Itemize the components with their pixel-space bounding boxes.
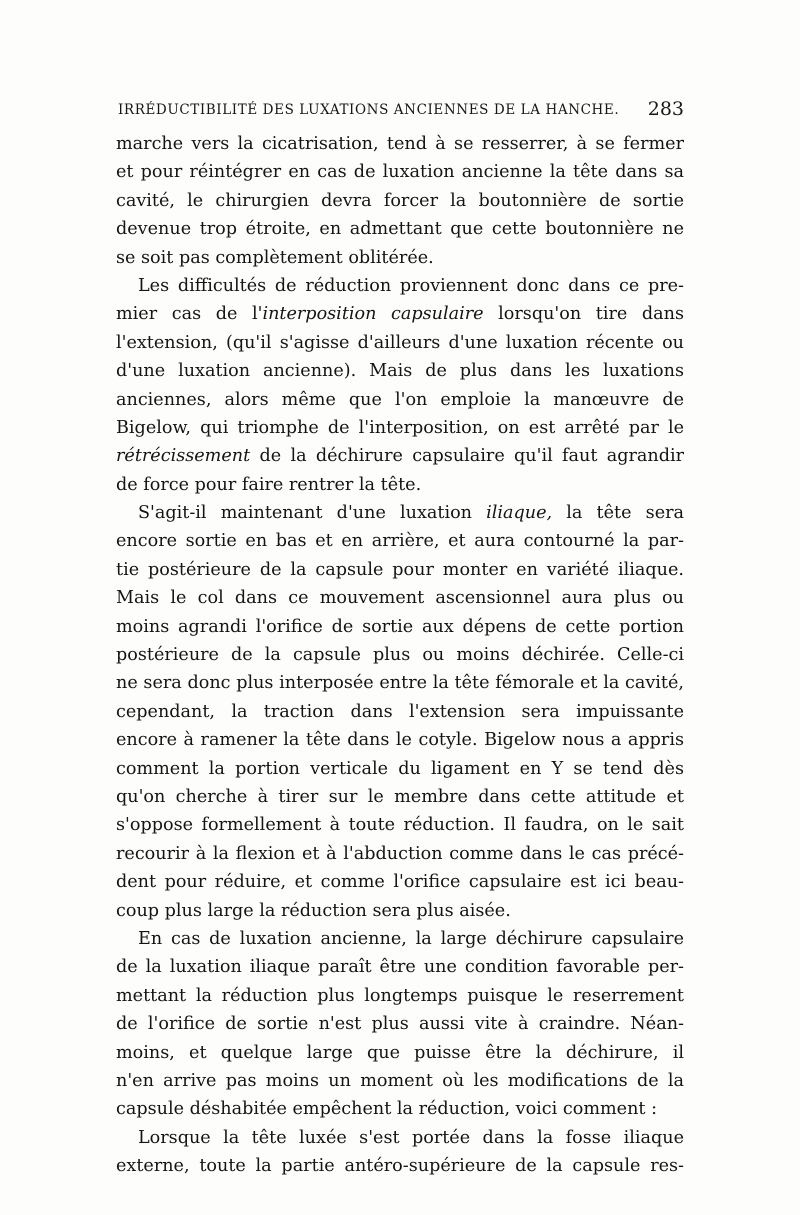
- text-line: dent pour réduire, et comme l'orifice capsulaire est ici beau-: [116, 872, 684, 893]
- page-header: [116, 98, 684, 126]
- text-line: de force pour faire rentrer la tête.: [116, 474, 422, 495]
- text-line: En cas de luxation ancienne, la large déchirure capsulaire: [138, 928, 684, 949]
- running-title: IRRÉDUCTIBILITÉ DES LUXATIONS ANCIENNES DE LA HANCHE.: [118, 102, 620, 118]
- text-line: cavité, le chirurgien devra forcer la boutonnière de sortie: [116, 190, 684, 211]
- text-line: Mais le col dans ce mouvement ascensionnel aura plus ou: [116, 588, 684, 609]
- text-line: coup plus large la réduction sera plus aisée.: [116, 900, 511, 921]
- text-line: recourir à la flexion et à l'abduction comme dans le cas précé-: [116, 843, 684, 864]
- text-line: n'en arrive pas moins un moment où les modifications de la: [116, 1070, 684, 1091]
- text-line: cependant, la traction dans l'extension sera impuissante: [116, 701, 684, 722]
- text-line: l'extension, (qu'il s'agisse d'ailleurs d'une luxation récente ou: [116, 332, 684, 353]
- text-line: tie postérieure de la capsule pour monter en variété iliaque.: [116, 559, 684, 580]
- text-line: marche vers la cicatrisation, tend à se resserrer, à se fermer: [116, 134, 684, 154]
- text-line: [116, 272, 684, 300]
- page-number: 283: [647, 98, 684, 120]
- text-line: Lorsque la tête luxée s'est portée dans la fosse iliaque: [138, 1127, 684, 1148]
- text-line: comment la portion verticale du ligament en Y se tend dès: [116, 758, 684, 779]
- text-line: externe, toute la partie antéro-supérieure de la capsule res-: [116, 1156, 684, 1177]
- text-line: se soit pas complètement oblitérée.: [116, 247, 434, 268]
- text-line: postérieure de la capsule plus ou moins déchirée. Celle-ci: [116, 645, 684, 666]
- text-line: ne sera donc plus interposée entre la tête fémorale et la cavité,: [116, 673, 684, 694]
- italic-phrase: rétrécissement: [116, 446, 251, 467]
- text-line: encore sortie en bas et en arrière, et aura contourné la par-: [116, 531, 684, 552]
- line-segment: lorsqu'on tire dans: [483, 304, 684, 325]
- text-line: [116, 442, 684, 470]
- line-segment: mier cas de l': [116, 304, 263, 325]
- text-line: anciennes, alors même que l'on emploie la manœuvre de: [116, 389, 684, 410]
- text-line: capsule déshabitée empêchent la réduction, voici comment :: [116, 1099, 658, 1120]
- text-line: de l'orifice de sortie n'est plus aussi vite à craindre. Néan-: [116, 1014, 684, 1035]
- text-line: devenue trop étroite, en admettant que cette boutonnière ne: [116, 219, 684, 240]
- italic-phrase: iliaque,: [486, 503, 553, 524]
- text-line: moins agrandi l'orifice de sortie aux dépens de cette portion: [116, 616, 684, 637]
- line-segment: Les difficultés de réduction proviennent donc dans ce pre-: [138, 275, 684, 296]
- line-segment: la tête sera: [552, 503, 684, 524]
- line-segment: de la déchirure capsulaire qu'il faut agrandir: [250, 446, 684, 467]
- text-line: mettant la réduction plus longtemps puisque le reserrement: [116, 985, 684, 1006]
- text-line: de la luxation iliaque paraît être une condition favorable per-: [116, 957, 684, 978]
- text-line: s'oppose formellement à toute réduction. Il faudra, on le sait: [116, 815, 684, 836]
- text-line: [116, 300, 684, 328]
- text-line: encore à ramener la tête dans le cotyle. Bigelow nous a appris: [116, 730, 684, 751]
- text-line: [116, 499, 684, 527]
- italic-phrase: interposition capsulaire: [262, 304, 484, 325]
- text-line: Bigelow, qui triomphe de l'interposition, on est arrêté par le: [116, 417, 684, 438]
- body-text: [116, 130, 684, 1180]
- text-line: moins, et quelque large que puisse être la déchirure, il: [116, 1042, 684, 1063]
- line-segment: S'agit-il maintenant d'une luxation: [138, 503, 487, 524]
- text-line: et pour réintégrer en cas de luxation ancienne la tête dans sa: [116, 162, 684, 183]
- text-line: d'une luxation ancienne). Mais de plus dans les luxations: [116, 361, 684, 382]
- text-line: qu'on cherche à tirer sur le membre dans cette attitude et: [116, 786, 684, 807]
